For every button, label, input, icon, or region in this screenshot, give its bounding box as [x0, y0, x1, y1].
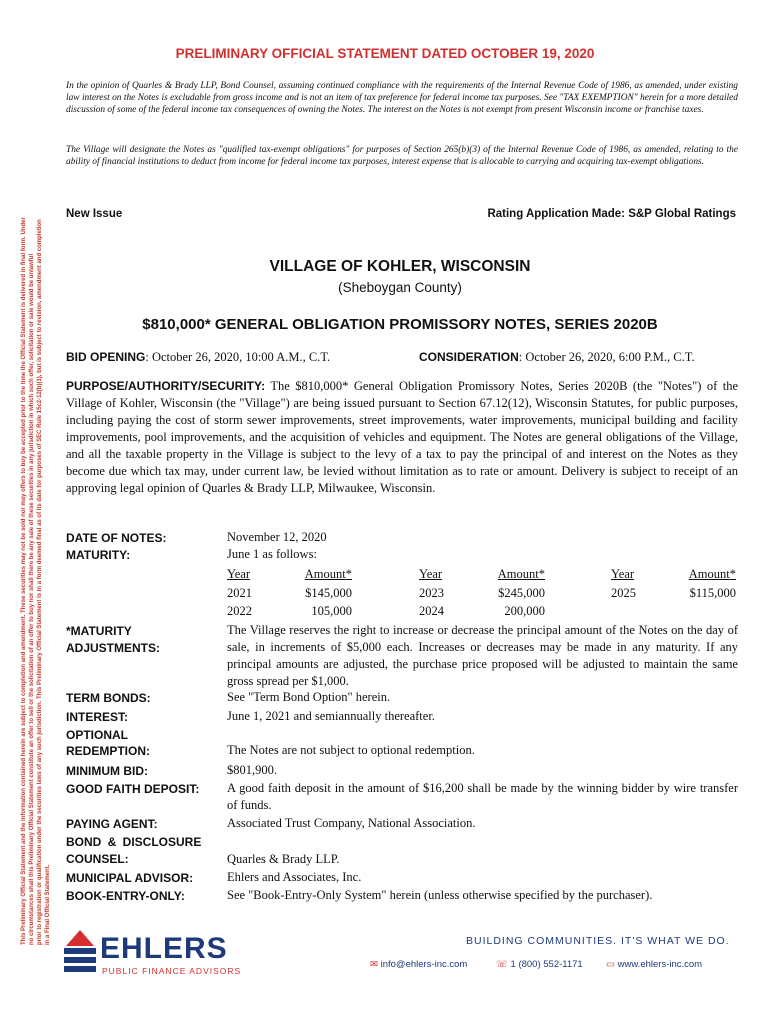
issue-title: $810,000* GENERAL OBLIGATION PROMISSORY NOTES, SERIES 2020B	[142, 316, 658, 333]
term-bonds-label: TERM BONDS:	[66, 691, 151, 705]
purpose-paragraph	[66, 378, 738, 497]
bid-opening-value: : October 26, 2020, 10:00 A.M., C.T.	[145, 350, 331, 364]
schedule-year: 2025	[611, 586, 636, 600]
mail-icon: ✉	[370, 959, 378, 970]
ehlers-logo	[60, 926, 260, 978]
schedule-year: 2022	[227, 604, 252, 618]
rating-label: Rating Application Made: S&P Global Ratings	[487, 208, 736, 220]
counsel-label-line2: COUNSEL:	[66, 852, 129, 866]
side-disclaimer-line: in a Final Official Statement.	[45, 864, 51, 945]
redemption-value: The Notes are not subject to optional redemption.	[227, 743, 475, 757]
statement-header: PRELIMINARY OFFICIAL STATEMENT DATED OCTOBER 19, 2020	[175, 46, 595, 61]
bid-opening-label: BID OPENING	[66, 350, 146, 364]
minimum-bid-value: $801,900.	[227, 763, 277, 777]
phone-contact[interactable]	[496, 959, 583, 970]
schedule-year: 2024	[419, 604, 444, 618]
counsel-value: Quarles & Brady LLP.	[227, 852, 340, 866]
consideration-value: : October 26, 2020, 6:00 P.M., C.T.	[518, 350, 695, 364]
schedule-year: 2023	[419, 586, 444, 600]
logo-subtitle: PUBLIC FINANCE ADVISORS	[102, 966, 242, 976]
tagline: BUILDING COMMUNITIES. IT'S WHAT WE DO.	[466, 935, 730, 947]
term-bonds-value: See "Term Bond Option" herein.	[227, 690, 391, 704]
amount-header: Amount*	[304, 567, 352, 581]
new-issue-label: New Issue	[66, 208, 123, 220]
adjustments-label-line1: *MATURITY	[66, 624, 132, 638]
purpose-text: The $810,000* General Obligation Promissory Notes, Series 2020B (the "Notes") of the Village of Kohler, Wisconsin (the "Village") are being issued pursuant to Section 67.12(12), Wisconsin Statutes, for public purposes, including paying the cost of storm sewer improvements, street improvements, water improvements, municipal building and facility improvements, pool improvements, and the acquisition of vehicles and equipment. The Notes are general obligations of the Village, and all the taxable property in the Village is subject to the levy of a tax to pay the principal of and interest on the Notes as they become due which tax may, under current law, be levied without limitation as to rate or amount. Delivery is subject to receipt of an approving legal opinion of Quarles & Brady LLP, Milwaukee, Wisconsin.	[66, 379, 739, 495]
good-faith-value: A good faith deposit in the amount of $16,200 shall be made by the winning bidder by wire transfer of funds.	[227, 781, 738, 812]
interest-label: INTEREST:	[66, 710, 129, 724]
maturity-label: MATURITY:	[66, 548, 131, 562]
advisor-label: MUNICIPAL ADVISOR:	[66, 871, 194, 885]
maturity-value: June 1 as follows:	[227, 547, 317, 561]
amount-header: Amount*	[688, 567, 736, 581]
bid-opening	[66, 348, 330, 366]
phone-text: 1 (800) 552-1171	[510, 959, 583, 970]
adjustments-label-line2: ADJUSTMENTS:	[66, 641, 161, 655]
side-disclaimer-line: This Preliminary Official Statement and the information contained herein are subject to completion and amendment. These securities may not be sold nor may offers to buy be accepted prior to the time the Official Statement is delivered in final form. Under	[21, 217, 27, 945]
email-contact[interactable]	[370, 959, 467, 970]
minimum-bid-label: MINIMUM BID:	[66, 764, 148, 778]
schedule-amount: $245,000	[498, 586, 545, 600]
purpose-label: PURPOSE/AUTHORITY/SECURITY:	[66, 379, 266, 393]
monitor-icon: ▭	[606, 959, 615, 970]
year-header: Year	[419, 567, 443, 581]
phone-icon: ☏	[496, 959, 508, 970]
email-text: info@ehlers-inc.com	[380, 959, 468, 970]
consideration	[419, 348, 695, 366]
consideration-label: CONSIDERATION	[419, 350, 519, 364]
side-disclaimer	[20, 85, 52, 945]
redemption-label	[66, 728, 150, 758]
schedule-amount: $115,000	[689, 586, 736, 600]
schedule-year: 2021	[227, 586, 252, 600]
side-disclaimer-line: no circumstances shall this Preliminary Official Statement constitute an offer to sell or the solicitation of an offer to buy nor shall there be any sale of these securities in any jurisdiction in which such offer, solicitation or sale would be unlawful	[29, 253, 35, 945]
web-contact[interactable]	[606, 959, 702, 970]
date-value: November 12, 2020	[227, 530, 327, 544]
paying-agent-label: PAYING AGENT:	[66, 817, 158, 831]
tax-opinion: In the opinion of Quarles & Brady LLP, Bond Counsel, assuming continued compliance with the requirements of the Internal Revenue Code of 1986, as amended, under existing law interest on the Notes is excludable from gross income and is not an item of tax preference for federal income tax purposes. See "TAX EXEMPTION" herein for a more detailed discussion of some of the federal income tax consequences of owning the Notes. The interest on the Notes is not exempt from present Wisconsin income or franchise taxes.	[66, 81, 738, 115]
counsel-label	[66, 835, 201, 866]
year-header: Year	[611, 567, 635, 581]
issuer-county: (Sheboygan County)	[338, 280, 462, 295]
paying-agent-value: Associated Trust Company, National Association.	[227, 816, 476, 830]
advisor-value: Ehlers and Associates, Inc.	[227, 870, 362, 884]
schedule-amount: $145,000	[305, 586, 352, 600]
web-text: www.ehlers-inc.com	[617, 959, 703, 970]
schedule-amount: 200,000	[504, 604, 545, 618]
qualified-designation: The Village will designate the Notes as "qualified tax-exempt obligations" for purposes of Section 265(b)(3) of the Internal Revenue Code of 1986, as amended, relating to the ability of financial institutions to deduct from income for federal income tax purposes, interest expense that is allocable to carrying and acquiring tax-exempt obligations.	[66, 145, 738, 167]
schedule-amount: 105,000	[311, 604, 352, 618]
book-entry-value: See "Book-Entry-Only System" herein (unless otherwise specified by the purchaser).	[227, 888, 653, 902]
year-header: Year	[227, 567, 251, 581]
adjustments-text: The Village reserves the right to increase or decrease the principal amount of the Notes on the day of sale, in increments of $5,000 each. Increases or decreases may be made in any maturity. If any principal amounts are adjusted, the purchase price proposed will be adjusted to maintain the same gross spread per $1,000.	[227, 623, 738, 688]
book-entry-label: BOOK-ENTRY-ONLY:	[66, 889, 185, 903]
adjustments-label	[66, 624, 160, 655]
side-disclaimer-line: prior to registration or qualification under the securities laws of any such jurisdiction. This Preliminary Official Statement is in a form deemed final as of its date for purposes of SEC Rule 15c2-12(b)(1), but is subject to revision, amendment and completion	[37, 219, 43, 945]
good-faith-label: GOOD FAITH DEPOSIT:	[66, 782, 200, 796]
redemption-label-line1: OPTIONAL	[66, 728, 128, 742]
logo-wordmark: EHLERS	[100, 932, 228, 965]
amount-header: Amount*	[497, 567, 545, 581]
issuer-name: VILLAGE OF KOHLER, WISCONSIN	[269, 258, 531, 275]
interest-value: June 1, 2021 and semiannually thereafter.	[227, 709, 435, 723]
counsel-label-line1: BOND & DISCLOSURE	[66, 835, 202, 849]
redemption-label-line2: REDEMPTION:	[66, 744, 150, 758]
date-label: DATE OF NOTES:	[66, 531, 167, 545]
